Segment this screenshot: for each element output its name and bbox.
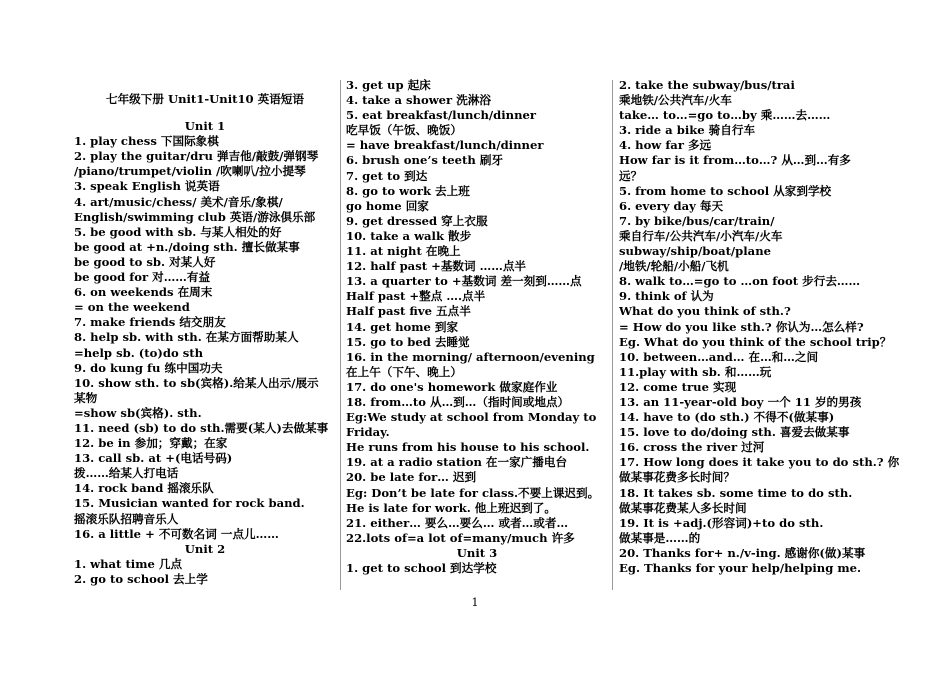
phrase-line: 16. cross the river 过河 [619, 440, 765, 455]
phrase-line: =show sb(宾格). sth. [74, 405, 202, 420]
phrase-line: Eg: Don’t be late for class.不要上课迟到。 [346, 485, 600, 500]
phrase-line: 7. make friends 结交朋友 [74, 315, 226, 330]
phrase-line: 7. get to 到达 [346, 168, 428, 183]
phrase-line: 10. between…and… 在…和…之间 [619, 349, 819, 364]
phrase-line: How far is it from…to…? 从…到…有多 [619, 153, 851, 168]
phrase-line: take… to…=go to…by 乘……去…… [619, 108, 831, 123]
phrase-line: 1. get to school 到达学校 [346, 561, 497, 575]
phrase-line: 2. play the guitar/dru 弹吉他/敲鼓/弹钢琴 [74, 149, 319, 164]
phrase-line: go home 回家 [346, 198, 429, 213]
column-2 [346, 78, 608, 576]
phrase-line: He runs from his house to his school. [346, 440, 590, 455]
phrase-line: 10. show sth. to sb(宾格).给某人出示/展示 [74, 375, 319, 390]
phrase-line: 摇滚乐队招聘音乐人 [74, 511, 179, 526]
phrase-line: 15. go to bed 去睡觉 [346, 334, 470, 349]
phrase-line: 13. a quarter to +基数词 差一刻到……点 [346, 274, 582, 289]
phrase-line: 拨……给某人打电话 [74, 466, 179, 481]
phrase-line: /地铁/轮船/小船/飞机 [619, 259, 729, 274]
phrase-line: 12. be in 参加；穿戴；在家 [74, 436, 228, 451]
unit-heading: Unit 2 [184, 541, 226, 556]
phrase-line: 22.lots of=a lot of=many/much 许多 [346, 530, 575, 545]
phrase-line: 12. half past +基数词 ……点半 [346, 259, 527, 274]
phrase-line: 在上午（下午、晚上） [346, 364, 462, 379]
phrase-line: He is late for work. 他上班迟到了。 [346, 500, 556, 515]
phrase-line: 17. How long does it take you to do sth.? 你 [619, 455, 900, 470]
phrase-line: = have breakfast/lunch/dinner [346, 138, 544, 153]
phrase-line: Half past five 五点半 [346, 304, 471, 319]
phrase-line: 做某事花费某人多长时间 [619, 500, 747, 515]
phrase-line: 3. speak English 说英语 [74, 179, 220, 194]
phrase-line: 15. love to do/doing sth. 喜爱去做某事 [619, 425, 850, 440]
phrase-line: 13. an 11-year-old boy 一个 11 岁的男孩 [619, 394, 862, 409]
phrase-line: be good for 对……有益 [74, 270, 211, 285]
phrase-line: 4. take a shower 洗淋浴 [346, 93, 491, 108]
phrase-line: 4. art/music/chess/ 美术/音乐/象棋/ [74, 194, 283, 209]
phrase-line: 13. call sb. at +(电话号码) [74, 451, 233, 466]
phrase-line: be good to sb. 对某人好 [74, 254, 216, 269]
phrase-line: 4. how far 多远 [619, 138, 712, 153]
phrase-line: 某物 [74, 390, 98, 405]
phrase-line: 19. It is +adj.(形容词)+to do sth. [619, 515, 824, 530]
phrase-line: 6. on weekends 在周末 [74, 285, 213, 300]
phrase-line: 17. do one's homework 做家庭作业 [346, 379, 558, 394]
phrase-line: 11.play with sb. 和……玩 [619, 364, 772, 379]
phrase-line: 做某事是……的 [619, 530, 701, 545]
phrase-line: 16. a little + 不可数名词 一点儿…… [74, 526, 279, 541]
column-divider [612, 80, 613, 590]
phrase-line: 5. from home to school 从家到学校 [619, 183, 832, 198]
phrase-line: 15. Musician wanted for rock band. [74, 496, 305, 511]
phrase-line: 14. rock band 摇滚乐队 [74, 481, 214, 496]
phrase-line: Eg. Thanks for your help/helping me. [619, 561, 862, 575]
phrase-line: 19. at a radio station 在一家广播电台 [346, 455, 568, 470]
phrase-line: be good at +n./doing sth. 擅长做某事 [74, 239, 300, 254]
phrase-line: 乘自行车/公共汽车/小汽车/火车 [619, 228, 783, 243]
phrase-line: /piano/trumpet/violin /吹喇叭/拉小提琴 [74, 164, 306, 179]
phrase-line: What do you think of sth.? [619, 304, 791, 319]
phrase-line: 远？ [619, 168, 643, 183]
unit-heading: Unit 3 [456, 545, 498, 560]
phrase-line: = How do you like sth.? 你认为…怎么样? [619, 319, 864, 334]
phrase-line: 6. every day 每天 [619, 198, 724, 213]
phrase-line: subway/ship/boat/plane [619, 244, 771, 259]
phrase-line: 1. what time 几点 [74, 556, 183, 571]
phrase-line: 9. do kung fu 练中国功夫 [74, 360, 223, 375]
page-number: 1 [471, 596, 479, 609]
phrase-line: 18. from…to 从…到…（指时间或地点） [346, 394, 570, 409]
phrase-line: 16. in the morning/ afternoon/evening [346, 349, 595, 364]
phrase-line: Eg. What do you think of the school trip？ [619, 334, 892, 349]
phrase-line: 9. think of 认为 [619, 289, 714, 304]
phrase-line: 8. help sb. with sth. 在某方面帮助某人 [74, 330, 299, 345]
unit-heading: Unit 1 [184, 119, 226, 134]
column-1 [74, 78, 336, 587]
column-divider [340, 80, 341, 590]
phrase-line: Half past +整点 ….点半 [346, 289, 486, 304]
phrase-line: 14. have to (do sth.) 不得不(做某事) [619, 410, 835, 425]
phrase-line: 2. go to school 去上学 [74, 571, 208, 586]
document-title: 七年级下册 Unit1-Unit10 英语短语 [105, 92, 305, 106]
phrase-line: 9. get dressed 穿上衣服 [346, 213, 488, 228]
phrase-line: 7. by bike/bus/car/train/ [619, 213, 775, 228]
phrase-line: 吃早饭（午饭、晚饭） [346, 123, 462, 138]
phrase-line: 14. get home 到家 [346, 319, 459, 334]
phrase-line: 11. at night 在晚上 [346, 244, 461, 259]
phrase-line: 8. go to work 去上班 [346, 183, 470, 198]
phrase-line: 3. get up 起床 [346, 78, 431, 92]
phrase-line: 11. need (sb) to do sth.需要(某人)去做某事 [74, 420, 329, 435]
column-3 [619, 78, 900, 576]
phrase-line: = on the weekend [74, 300, 190, 315]
phrase-line: 1. play chess 下国际象棋 [74, 134, 219, 149]
phrase-line: =help sb. (to)do sth [74, 345, 204, 360]
phrase-line: 做某事花费多长时间？ [619, 470, 735, 485]
phrase-line: 21. either… 要么…要么… 或者…或者… [346, 515, 569, 530]
phrase-line: Friday. [346, 425, 390, 440]
phrase-line: 乘地铁/公共汽车/火车 [619, 93, 732, 108]
phrase-line: Eg:We study at school from Monday to [346, 410, 597, 425]
phrase-line: 20. Thanks for+ n./v-ing. 感谢你(做)某事 [619, 545, 866, 560]
phrase-line: 18. It takes sb. some time to do sth. [619, 485, 853, 500]
phrase-line: 2. take the subway/bus/trai [619, 78, 795, 92]
phrase-line: English/swimming club 英语/游泳俱乐部 [74, 209, 316, 224]
phrase-line: 6. brush one’s teeth 刷牙 [346, 153, 504, 168]
phrase-line: 5. be good with sb. 与某人相处的好 [74, 224, 282, 239]
phrase-line: 8. walk to…=go to …on foot 步行去…… [619, 274, 861, 289]
phrase-line: 12. come true 实现 [619, 379, 737, 394]
phrase-line: 3. ride a bike 骑自行车 [619, 123, 756, 138]
phrase-line: 10. take a walk 散步 [346, 228, 472, 243]
phrase-line: 20. be late for… 迟到 [346, 470, 477, 485]
phrase-line: 5. eat breakfast/lunch/dinner [346, 108, 537, 123]
